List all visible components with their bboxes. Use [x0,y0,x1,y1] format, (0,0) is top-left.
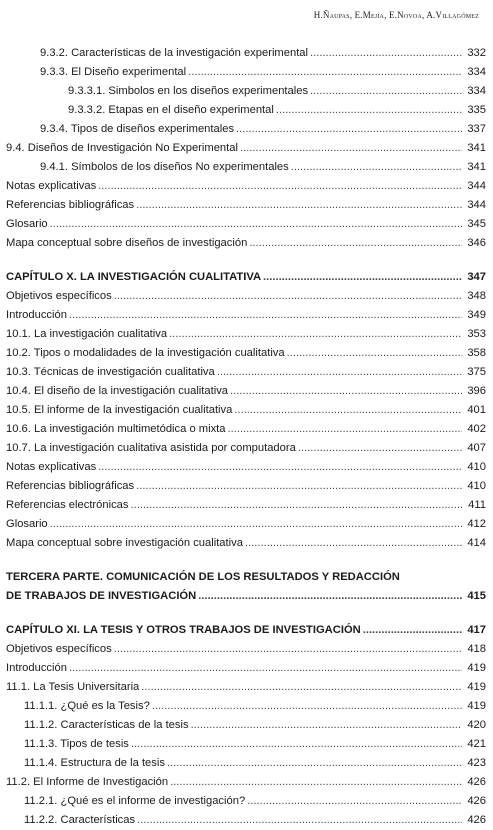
toc-entry[interactable] [6,811,486,830]
leader-dots [291,158,462,177]
leader-dots [136,477,462,496]
toc-entry-title: 10.2. Tipos o modalidades de la investigación cualitativa [6,347,285,359]
toc-entry[interactable] [6,63,486,82]
part-3-heading-line-1[interactable]: TERCERA PARTE. COMUNICACIÓN DE LOS RESULTADOS Y REDACCIÓN [6,571,400,583]
toc-entry-page: 412 [467,518,486,530]
toc-entry-title: Mapa conceptual sobre diseños de investigación [6,237,248,249]
toc-entry-page: 421 [467,738,486,750]
leader-dots [131,496,463,515]
leader-dots [169,325,462,344]
part-3-heading-line-2[interactable] [6,587,486,606]
toc-entry-page: 341 [467,161,486,173]
chapter-10-heading[interactable] [6,268,486,287]
toc-entry-title: 11.1.2. Características de la tesis [24,719,189,731]
toc-entry[interactable] [6,458,486,477]
toc-entry[interactable] [6,401,486,420]
toc-entry[interactable] [6,287,486,306]
toc-entry-page: 353 [467,328,486,340]
toc-entry[interactable] [6,325,486,344]
toc-entry-title: Notas explicativas [6,461,97,473]
toc-entry-title: 9.3.4. Tipos de diseños experimentales [40,123,235,135]
toc-entry-title: 11.2.1. ¿Qué es el informe de investigación? [24,795,246,807]
toc-entry[interactable] [6,139,486,158]
toc-entry-title: 11.1.4. Estructura de la tesis [24,757,165,769]
spacer [6,553,486,568]
toc-entry-title: 11.2. El Informe de Investigación [6,776,169,788]
toc-entry[interactable] [6,82,486,101]
toc-entry[interactable] [6,215,486,234]
toc-entry-title: Introducción [6,309,67,321]
toc-entry[interactable] [6,640,486,659]
toc-entry-page: 346 [467,237,486,249]
leader-dots [69,659,462,678]
leader-dots [247,792,462,811]
leader-dots [191,716,462,735]
chapter-11-heading[interactable] [6,621,486,640]
toc-entry-page: 344 [467,180,486,192]
toc-entry-page: 426 [467,795,486,807]
spacer [6,253,486,268]
toc-entry-title: 9.4. Diseños de Investigación No Experimental [6,142,238,154]
toc-entry[interactable] [6,120,486,139]
leader-dots [114,287,462,306]
toc-entry[interactable] [6,659,486,678]
leader-dots [236,120,462,139]
toc-entry[interactable] [6,515,486,534]
toc-entry-page: 337 [467,123,486,135]
toc-entry-page: 334 [467,85,486,97]
leader-dots [69,306,462,325]
leader-dots [50,215,462,234]
toc-entry[interactable] [6,439,486,458]
toc-entry-page: 420 [467,719,486,731]
toc-entry[interactable] [6,44,486,63]
toc-entry-title: Referencias electrónicas [6,499,129,511]
toc-entry-page: 410 [467,461,486,473]
toc-entry[interactable] [6,382,486,401]
leader-dots [141,678,462,697]
leader-dots [287,344,462,363]
leader-dots [298,439,462,458]
toc-entry-page: 375 [467,366,486,378]
toc-entry-title: Notas explicativas [6,180,97,192]
toc-entry-page: 349 [467,309,486,321]
toc-entry-page: 423 [467,757,486,769]
toc-entry[interactable] [6,716,486,735]
toc-entry-title: 11.2.2. Características [24,814,136,826]
leader-dots [245,534,462,553]
toc-entry[interactable] [6,678,486,697]
toc-entry[interactable] [6,697,486,716]
toc-entry-page: 332 [467,47,486,59]
leader-dots [198,587,462,606]
leader-dots [170,773,462,792]
part-3-title-line-2: DE TRABAJOS DE INVESTIGACIÓN [6,590,197,602]
toc-entry-title: Referencias bibliográficas [6,480,135,492]
table-of-contents [6,44,486,830]
toc-entry-page: 345 [467,218,486,230]
leader-dots [234,401,462,420]
toc-entry-page: 426 [467,814,486,826]
leader-dots [228,420,462,439]
toc-entry-title: 10.4. El diseño de la investigación cualitativa [6,385,229,397]
toc-entry-page: 414 [467,537,486,549]
toc-entry-title: 9.4.1. Símbolos de los diseños No experimentales [40,161,289,173]
toc-entry-page: 402 [467,423,486,435]
toc-entry-title: Mapa conceptual sobre investigación cualitativa [6,537,243,549]
toc-entry-title: Introducción [6,662,67,674]
toc-entry-title: 11.1.3. Tipos de tesis [24,738,129,750]
chapter-10-title: CAPÍTULO X. LA INVESTIGACIÓN CUALITATIVA [6,271,262,283]
toc-entry-page: 341 [467,142,486,154]
toc-entry[interactable] [6,735,486,754]
toc-entry-page: 344 [467,199,486,211]
toc-entry[interactable] [6,177,486,196]
chapter-10-page: 347 [467,271,486,283]
leader-dots [137,811,462,830]
toc-entry[interactable] [6,101,486,120]
leader-dots [310,82,462,101]
toc-entry[interactable] [6,306,486,325]
toc-entry-page: 426 [467,776,486,788]
toc-entry[interactable] [6,420,486,439]
toc-entry[interactable] [6,477,486,496]
toc-entry[interactable] [6,196,486,215]
leader-dots [263,268,462,287]
toc-entry-title: 10.3. Técnicas de investigación cualitativa [6,366,215,378]
toc-entry-title: 9.3.3.2. Etapas en el diseño experimental [68,104,274,116]
toc-entry-title: Glosario [6,518,48,530]
toc-entry-title: Referencias bibliográficas [6,199,135,211]
toc-entry-title: 11.1. La Tesis Universitaria [6,681,140,693]
toc-entry[interactable] [6,158,486,177]
toc-entry-page: 401 [467,404,486,416]
leader-dots [131,735,462,754]
toc-entry-page: 419 [467,700,486,712]
part-3-page: 415 [467,590,486,602]
chapter-11-title: CAPÍTULO XI. LA TESIS Y OTROS TRABAJOS DE INVESTIGACIÓN [6,624,361,636]
toc-block-chapter-10 [6,287,486,553]
toc-block-chapter-11 [6,640,486,830]
toc-entry[interactable] [6,754,486,773]
leader-dots [98,458,462,477]
toc-entry[interactable] [6,496,486,515]
toc-entry[interactable] [6,234,486,253]
toc-entry-title: Glosario [6,218,48,230]
toc-entry-page: 396 [467,385,486,397]
toc-entry-title: Objetivos específicos [6,643,112,655]
leader-dots [276,101,462,120]
toc-entry[interactable] [6,344,486,363]
toc-entry-page: 358 [467,347,486,359]
toc-entry-title: 9.3.2. Características de la investigación experimental [40,47,309,59]
toc-entry-title: 9.3.3. El Diseño experimental [40,66,187,78]
toc-entry-title: 11.1.1. ¿Qué es la Tesis? [24,700,150,712]
leader-dots [114,640,462,659]
leader-dots [217,363,462,382]
leader-dots [230,382,462,401]
toc-entry-title: 10.7. La investigación cualitativa asistida por computadora [6,442,296,454]
toc-entry-title: 9.3.3.1. Simbolos en los diseños experimentales [68,85,309,97]
toc-entry-title: 10.1. La investigación cualitativa [6,328,168,340]
toc-entry-page: 348 [467,290,486,302]
toc-entry-page: 410 [467,480,486,492]
toc-entry[interactable] [6,792,486,811]
toc-entry-page: 411 [468,499,486,511]
spacer [6,606,486,621]
leader-dots [152,697,462,716]
toc-entry-page: 418 [467,643,486,655]
leader-dots [98,177,462,196]
toc-entry[interactable] [6,534,486,553]
toc-entry-page: 407 [467,442,486,454]
toc-entry-page: 335 [467,104,486,116]
toc-entry[interactable] [6,363,486,382]
leader-dots [249,234,462,253]
chapter-11-page: 417 [467,624,486,636]
leader-dots [188,63,462,82]
toc-entry-page: 419 [467,662,486,674]
leader-dots [167,754,462,773]
leader-dots [240,139,462,158]
toc-block-chapter-9 [6,44,486,253]
toc-entry-title: 10.5. El informe de la investigación cualitativa [6,404,233,416]
toc-entry-title: Objetivos específicos [6,290,112,302]
toc-entry[interactable] [6,773,486,792]
running-header: H.Ñaupas, E.Mejía, E.Novoa, A.Villagómez [313,10,479,20]
toc-entry-page: 334 [467,66,486,78]
leader-dots [363,621,462,640]
toc-entry-page: 419 [467,681,486,693]
leader-dots [50,515,462,534]
toc-entry-title: 10.6. La investigación multimetódica o mixta [6,423,226,435]
leader-dots [310,44,462,63]
leader-dots [136,196,462,215]
